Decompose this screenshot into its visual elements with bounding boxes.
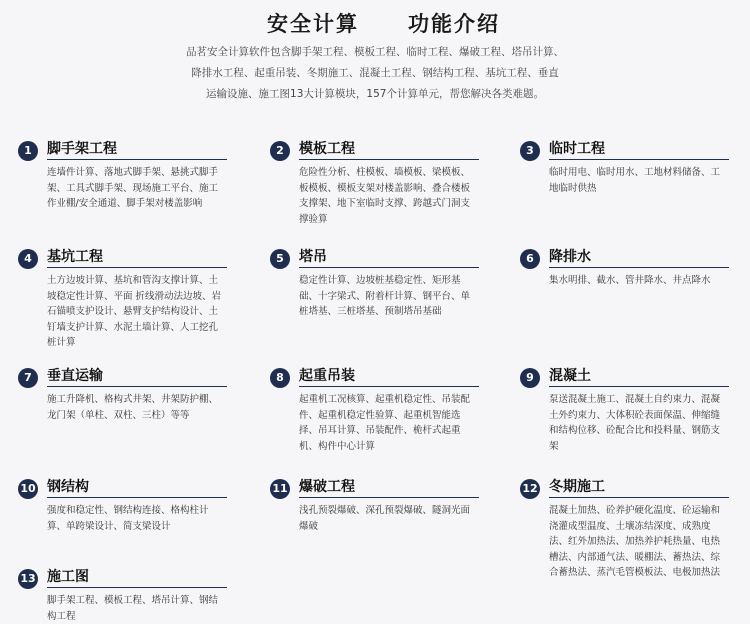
module-title: 临时工程 xyxy=(549,140,729,160)
title-features: 功能介绍 xyxy=(408,12,500,36)
module-number-badge: 1 xyxy=(18,141,38,161)
module-number-badge: 7 xyxy=(18,368,38,388)
module-title: 爆破工程 xyxy=(299,478,479,498)
intro-line: 品茗安全计算软件包含脚手架工程、模板工程、临时工程、爆破工程、塔吊计算、 xyxy=(186,46,564,58)
module-title: 冬期施工 xyxy=(549,478,729,498)
intro-line: 运输设施、施工图13大计算模块，157个计算单元，帮您解决各类难题。 xyxy=(206,88,544,100)
module-number-badge: 5 xyxy=(270,249,290,269)
module-description: 强度和稳定性、钢结构连接、格构柱计算、单跨梁设计、简支梁设计 xyxy=(47,505,209,532)
module-title: 脚手架工程 xyxy=(47,140,227,160)
module-title: 钢结构 xyxy=(47,478,227,498)
module-number-badge: 3 xyxy=(520,141,540,161)
page-title xyxy=(0,6,750,40)
module-description: 土方边坡计算、基坑和管沟支撑计算、土坡稳定性计算、平面 折线滑动法边坡、岩石锚喷支护设计、悬臂支护结构设计、土钉墙支护计算、水泥土墙计算、人工挖孔桩计算 xyxy=(47,275,222,348)
module-description: 集水明排、截水、管井降水、井点降水 xyxy=(549,275,711,286)
module-number-badge: 2 xyxy=(270,141,290,161)
module-number-badge: 11 xyxy=(270,479,290,499)
module-number-badge: 12 xyxy=(520,479,540,499)
module-number-badge: 6 xyxy=(520,249,540,269)
module-number-badge: 4 xyxy=(18,249,38,269)
module-description: 脚手架工程、模板工程、塔吊计算、钢结构工程 xyxy=(47,595,219,622)
module-description: 浅孔预裂爆破、深孔预裂爆破、隧洞光面爆破 xyxy=(299,505,471,532)
module-description: 起重机工况核算、起重机稳定性、吊装配件、起重机稳定性验算、起重机智能选择、吊耳计算、吊装配件、桅杆式起重机、构件中心计算 xyxy=(299,394,471,452)
title-safety-calc: 安全计算 xyxy=(267,12,359,36)
module-number-badge: 9 xyxy=(520,368,540,388)
module-number-badge: 8 xyxy=(270,368,290,388)
intro-paragraph xyxy=(170,42,580,105)
module-title: 基坑工程 xyxy=(47,248,227,268)
module-number-badge: 10 xyxy=(18,479,38,499)
module-title: 模板工程 xyxy=(299,140,479,160)
module-description: 泵送混凝土施工、混凝土自约束力、混凝土外约束力、大体积砼表面保温、伸缩缝和结构位移、砼配合比和投料量、钢筋支架 xyxy=(549,394,721,452)
module-title: 施工图 xyxy=(47,568,227,588)
module-title: 垂直运输 xyxy=(47,367,227,387)
intro-line: 降排水工程、起重吊装、冬期施工、混凝土工程、钢结构工程、基坑工程、垂直 xyxy=(191,67,559,79)
module-description: 连墙件计算、落地式脚手架、悬挑式脚手架、工具式脚手架、现场施工平台、施工作业棚/安全通道、脚手架对楼盖影响 xyxy=(47,167,219,209)
module-title: 混凝土 xyxy=(549,367,729,387)
module-description: 施工升降机、格构式井架、井架防护棚、龙门架（单柱、双柱、三柱）等等 xyxy=(47,394,219,421)
module-description: 危险性分析、柱模板、墙模板、梁模板、板模板、模板支架对楼盖影响、叠合楼板支撑架、地下室临时支撑、跨越式门洞支撑验算 xyxy=(299,167,471,225)
module-description: 稳定性计算、边坡桩基稳定性、矩形基础、十字梁式、附着杆计算、钢平台、单桩塔基、三桩塔基、预制塔吊基础 xyxy=(299,275,471,317)
module-description: 混凝土加热、砼养护硬化温度、砼运输和浇灌成型温度、土壤冻结深度、成熟度法、红外加热法、加热养护耗热量、电热槽法、内部通气法、暖棚法、蓄热法、综合蓄热法、蒸汽毛管模板法、电极加热法 xyxy=(549,505,721,578)
module-description: 临时用电、临时用水、工地材料储备、工地临时供热 xyxy=(549,167,721,194)
module-number-badge: 13 xyxy=(18,569,38,589)
module-title: 塔吊 xyxy=(299,248,479,268)
module-title: 起重吊装 xyxy=(299,367,479,387)
module-title: 降排水 xyxy=(549,248,729,268)
